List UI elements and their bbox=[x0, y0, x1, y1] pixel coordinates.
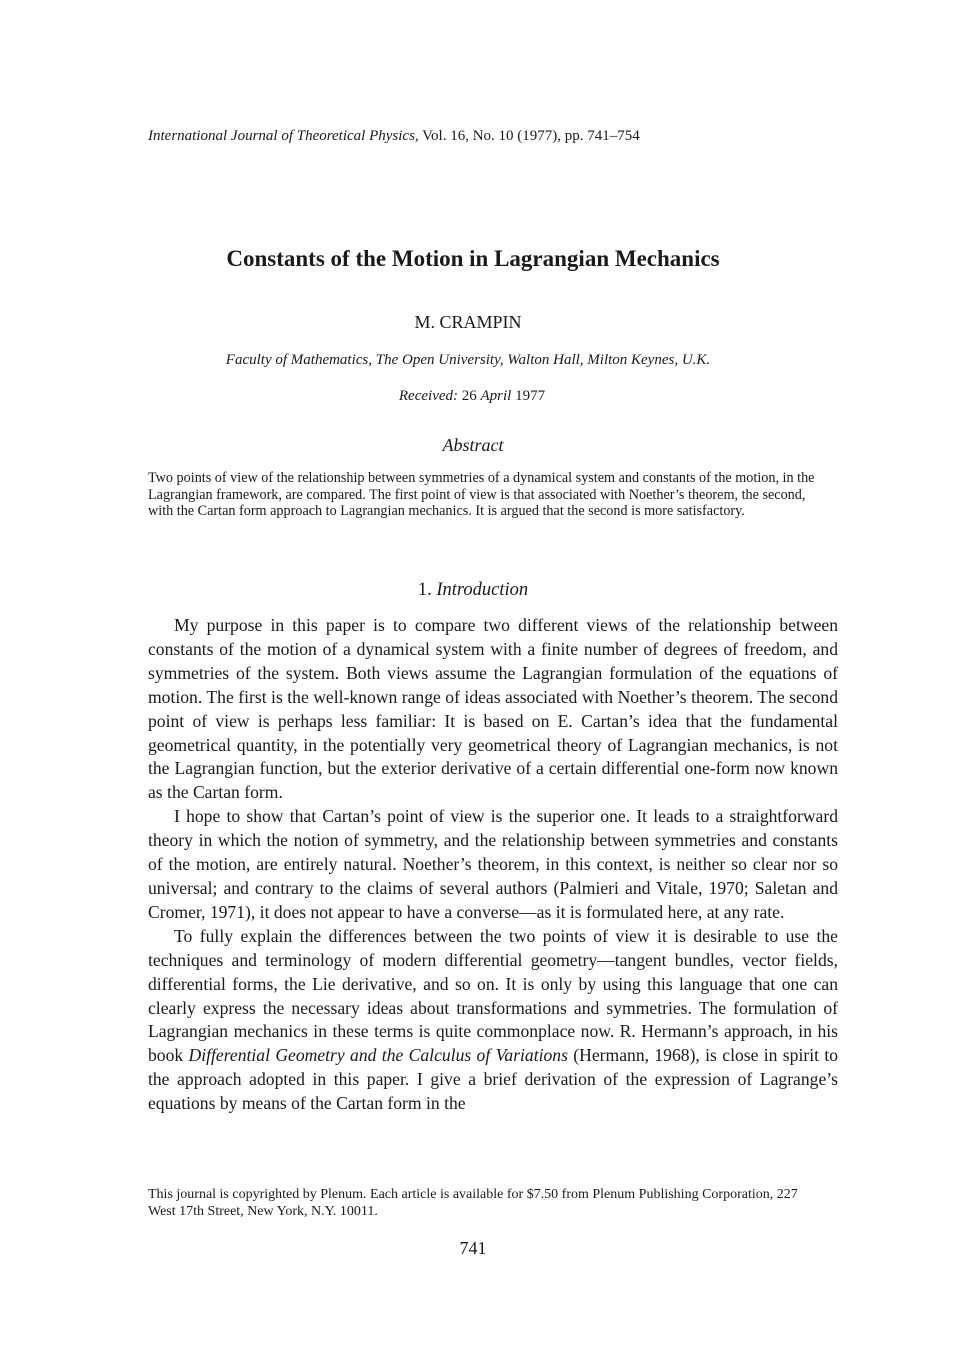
journal-citation: Vol. 16, No. 10 (1977), pp. 741–754 bbox=[418, 128, 640, 144]
paragraph-2: I hope to show that Cartan’s point of view is the superior one. It leads to a straightforward theory in which the notion of symmetry, and the relationship between symmetries and constants of the motion, are entirely natural. Noether’s theorem, in this context, is neither so clear nor so universal; and contrary to the claims of several authors (Palmieri and Vitale, 1970; Saletan and Cromer, 1971), it does not appear to have a converse—as it is formulated here, at any rate. bbox=[148, 806, 838, 922]
abstract-text: Two points of view of the relationship between symmetries of a dynamical system and constants of the motion, in the Lagrangian framework, are compared. The first point of view is that associated with Noether’s theorem, the second, with the Cartan form approach to Lagrangian mechanics. It is argued that the second is more satisfactory. bbox=[148, 470, 815, 520]
section-title: Introduction bbox=[436, 580, 529, 600]
paragraph-3-end: (Hermann, 1968), is close in spirit to the approach adopted in this paper. I give a brief derivation of the expression of Lagrange’s equations by means of the Cartan form in the bbox=[148, 1045, 839, 1114]
paragraph-1: My purpose in this paper is to compare two different views of the relationship between constants of the motion of a dynamical system with a finite number of degrees of freedom, and symmetries of the system. Both views assume the Lagrangian formulation of the equations of motion. The first is the well-known range of ideas associated with Noether’s theorem. The second point of view is perhaps less familiar: It is based on E. Cartan’s idea that the fundamental geometrical quantity, in the potentially very geometrical theory of Lagrangian mechanics, is not the Lagrangian function, but the exterior derivative of a certain differential one-form now known as the Cartan form. bbox=[148, 615, 838, 803]
page-number: 741 bbox=[459, 1238, 487, 1258]
paragraph-3-start: To fully explain the differences between the two points of view it is desirable to use the techniques and terminology of modern differential geometry—tangent bundles, vector fields, differential forms, the Lie derivative, and so on. It is only by using this language that one can clearly express the necessary ideas about transformations and symmetries. The formulation of Lagrangian mechanics in these terms is quite commonplace now. R. Hermann’s approach, in his book bbox=[148, 925, 838, 1066]
copyright-footnote: This journal is copyrighted by Plenum. Each article is available for $7.50 from Plenum Publishing Corporation, 227 West 17th Street, New York, N.Y. 10011. bbox=[148, 1187, 798, 1219]
author-name: M. CRAMPIN bbox=[414, 312, 522, 332]
journal-header bbox=[148, 128, 640, 145]
section-number: 1. bbox=[417, 580, 437, 600]
abstract-heading: Abstract bbox=[442, 435, 504, 455]
paragraph-3 bbox=[148, 925, 838, 1116]
received-label: Received: bbox=[398, 388, 459, 404]
author-affiliation: Faculty of Mathematics, The Open University, Walton Hall, Milton Keynes, U.K. bbox=[225, 352, 711, 368]
section-heading bbox=[0, 580, 946, 601]
body-text bbox=[148, 614, 838, 1116]
received-date bbox=[0, 388, 944, 405]
received-day: 26 bbox=[458, 388, 481, 404]
book-title: Differential Geometry and the Calculus of Variations bbox=[188, 1045, 568, 1066]
received-month: April bbox=[480, 388, 512, 404]
received-year: 1977 bbox=[511, 388, 546, 404]
paper-title: Constants of the Motion in Lagrangian Mechanics bbox=[226, 246, 720, 271]
journal-name: International Journal of Theoretical Physics, bbox=[148, 128, 419, 144]
